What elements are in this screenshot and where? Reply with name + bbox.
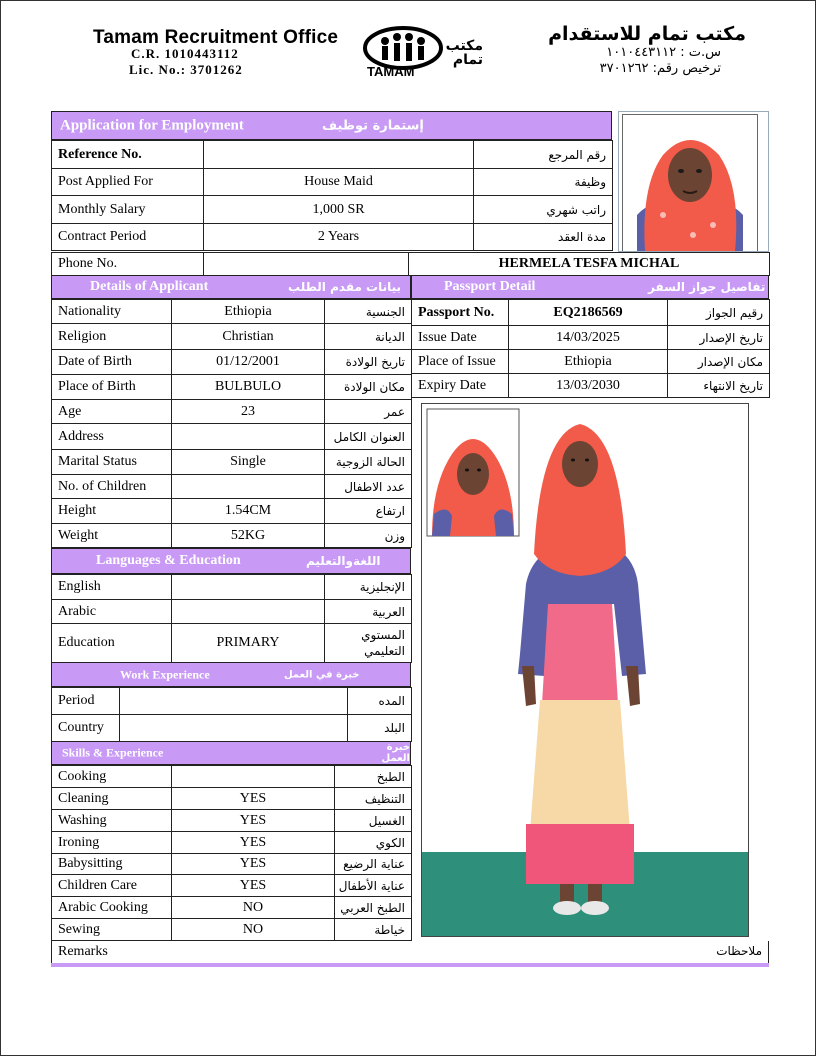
passport-title-ar: تفاصيل جواز السفر — [648, 280, 766, 294]
babysitting-label-ar: عناية الرضيع — [335, 854, 412, 875]
table-row — [52, 715, 412, 742]
table-row — [412, 300, 770, 326]
languages-title-bar — [51, 548, 411, 574]
english-label: English — [52, 575, 172, 600]
pob-value: BULBULO — [172, 375, 325, 400]
nationality-value: Ethiopia — [172, 300, 325, 324]
table-row — [52, 196, 613, 224]
skills-title-en: Skills & Experience — [62, 745, 164, 760]
table-row — [52, 169, 613, 196]
table-row — [52, 875, 412, 897]
reference-label: Reference No. — [52, 141, 204, 169]
license-number-en: Lic. No.: 3701262 — [129, 62, 243, 77]
cooking-label: Cooking — [52, 766, 172, 788]
passport-no-value: EQ2186569 — [509, 300, 668, 326]
table-row — [52, 224, 613, 251]
table-row — [52, 300, 412, 324]
pob-label: Place of Birth — [52, 375, 172, 400]
washing-label-ar: الغسيل — [335, 810, 412, 832]
children-label: No. of Children — [52, 475, 172, 499]
languages-title-en: Languages & Education — [96, 553, 241, 568]
period-value — [120, 688, 348, 715]
dob-label-ar: تاريخ الولادة — [325, 350, 412, 375]
table-row — [52, 324, 412, 350]
nationality-label: Nationality — [52, 300, 172, 324]
contract-value: 2 Years — [204, 224, 474, 251]
cr-number-ar: س.ت : ١٠١٠٤٤٣١١٢ — [606, 45, 721, 60]
religion-label: Religion — [52, 324, 172, 350]
religion-label-ar: الديانة — [325, 324, 412, 350]
applicant-full-photo — [421, 403, 749, 937]
marital-label: Marital Status — [52, 450, 172, 475]
marital-label-ar: الحالة الزوجية — [325, 450, 412, 475]
skills-title-ar: خبرة العمل — [381, 742, 410, 764]
table-row — [52, 832, 412, 854]
height-label: Height — [52, 499, 172, 524]
dob-label: Date of Birth — [52, 350, 172, 375]
table-row — [412, 374, 770, 398]
work-table — [51, 687, 412, 742]
place-issue-label: Place of Issue — [412, 350, 509, 374]
babysitting-label: Babysitting — [52, 854, 172, 875]
table-row — [412, 326, 770, 350]
children-care-label-ar: عناية الأطفال — [335, 875, 412, 897]
arabic-value — [172, 600, 325, 624]
applicant-title-en: Details of Applicant — [90, 279, 209, 294]
applicant-table — [51, 299, 412, 548]
weight-label-ar: وزن — [325, 524, 412, 548]
arabic-cooking-label-ar: الطبخ العربي — [335, 897, 412, 919]
work-title-en: Work Experience — [120, 667, 210, 681]
phone-name-row — [51, 252, 770, 276]
address-label: Address — [52, 424, 172, 450]
children-care-value: YES — [172, 875, 335, 897]
passport-table — [411, 299, 770, 398]
applicant-title-ar: بيانات مقدم الطلب — [288, 280, 402, 294]
passport-title-bar — [411, 275, 769, 299]
expiry-date-label: Expiry Date — [412, 374, 509, 398]
table-row — [52, 766, 412, 788]
washing-value: YES — [172, 810, 335, 832]
phone-value — [204, 253, 409, 276]
education-value: PRIMARY — [172, 624, 325, 663]
logo-text-en: TAMAM — [367, 64, 415, 79]
table-row — [52, 141, 613, 169]
issue-date-value: 14/03/2025 — [509, 326, 668, 350]
age-value: 23 — [172, 400, 325, 424]
table-row — [52, 624, 412, 663]
arabic-cooking-value: NO — [172, 897, 335, 919]
english-label-ar: الإنجليزية — [325, 575, 412, 600]
table-row — [52, 350, 412, 375]
english-value — [172, 575, 325, 600]
expiry-date-label-ar: تاريخ الانتهاء — [668, 374, 770, 398]
skills-title-bar — [51, 741, 411, 765]
sewing-value: NO — [172, 919, 335, 941]
table-row — [52, 400, 412, 424]
table-row — [52, 688, 412, 715]
expiry-date-value: 13/03/2030 — [509, 374, 668, 398]
passport-no-label-ar: رقيم الجواز — [668, 300, 770, 326]
application-title-en: Application for Employment — [60, 117, 244, 133]
salary-value: 1,000 SR — [204, 196, 474, 224]
languages-table — [51, 574, 412, 663]
table-row — [52, 575, 412, 600]
cr-number-en: C.R. 1010443112 — [131, 46, 239, 61]
age-label-ar: عمر — [325, 400, 412, 424]
table-row — [412, 350, 770, 374]
table-row — [52, 854, 412, 875]
remarks-row — [51, 941, 769, 963]
table-row — [52, 475, 412, 499]
period-label-ar: المده — [348, 688, 412, 715]
work-title-ar: خبرة في العمل — [284, 669, 360, 680]
ironing-label: Ironing — [52, 832, 172, 854]
table-row — [52, 788, 412, 810]
education-label-ar: المستوي التعليمي — [325, 624, 412, 663]
cleaning-label: Cleaning — [52, 788, 172, 810]
table-row — [52, 897, 412, 919]
passport-no-label: Passport No. — [412, 300, 509, 326]
cleaning-value: YES — [172, 788, 335, 810]
address-value — [172, 424, 325, 450]
contract-label: Contract Period — [52, 224, 204, 251]
phone-label: Phone No. — [52, 253, 204, 276]
work-title-bar — [51, 662, 411, 687]
reference-value — [204, 141, 474, 169]
reference-label-ar: رقم المرجع — [474, 141, 613, 169]
salary-label-ar: راتب شهري — [474, 196, 613, 224]
babysitting-value: YES — [172, 854, 335, 875]
country-label: Country — [52, 715, 120, 742]
sewing-label-ar: خياطة — [335, 919, 412, 941]
period-label: Period — [52, 688, 120, 715]
post-value: House Maid — [204, 169, 474, 196]
application-table — [51, 140, 613, 251]
country-label-ar: البلد — [348, 715, 412, 742]
issue-date-label-ar: تاريخ الإصدار — [668, 326, 770, 350]
cooking-value — [172, 766, 335, 788]
children-value — [172, 475, 325, 499]
office-name-en: Tamam Recruitment Office — [93, 27, 339, 48]
applicant-title-bar — [51, 275, 411, 299]
cleaning-label-ar: التنظيف — [335, 788, 412, 810]
table-row — [52, 450, 412, 475]
remarks-label: Remarks — [58, 944, 108, 959]
pob-label-ar: مكان الولادة — [325, 375, 412, 400]
table-row — [52, 499, 412, 524]
marital-value: Single — [172, 450, 325, 475]
children-care-label: Children Care — [52, 875, 172, 897]
tamam-logo — [363, 23, 483, 79]
weight-value: 52KG — [172, 524, 325, 548]
application-title-bar — [51, 111, 612, 140]
applicant-headshot-frame — [618, 111, 769, 252]
ironing-label-ar: الكوي — [335, 832, 412, 854]
age-label: Age — [52, 400, 172, 424]
remarks-label-ar: ملاحظات — [716, 944, 762, 958]
weight-label: Weight — [52, 524, 172, 548]
place-issue-value: Ethiopia — [509, 350, 668, 374]
table-row — [52, 253, 770, 276]
cooking-label-ar: الطبخ — [335, 766, 412, 788]
applicant-headshot-photo — [622, 114, 758, 252]
height-label-ar: ارتفاع — [325, 499, 412, 524]
washing-label: Washing — [52, 810, 172, 832]
application-title-ar: إستمارة توظيف — [322, 118, 424, 133]
skills-table — [51, 765, 412, 941]
children-label-ar: عدد الاطفال — [325, 475, 412, 499]
height-value: 1.54CM — [172, 499, 325, 524]
remarks-underline — [51, 963, 769, 967]
ironing-value: YES — [172, 832, 335, 854]
post-label: Post Applied For — [52, 169, 204, 196]
contract-label-ar: مدة العقد — [474, 224, 613, 251]
table-row — [52, 524, 412, 548]
table-row — [52, 810, 412, 832]
dob-value: 01/12/2001 — [172, 350, 325, 375]
arabic-label: Arabic — [52, 600, 172, 624]
logo-text-ar: مكتب تمام — [445, 38, 483, 68]
table-row — [52, 919, 412, 941]
table-row — [52, 600, 412, 624]
languages-title-ar: اللغةوالتعليم — [306, 554, 381, 568]
table-row — [52, 424, 412, 450]
license-number-ar: ترخيص رقم: ٣٧٠١٢٦٢ — [599, 61, 721, 76]
country-value — [120, 715, 348, 742]
office-name-ar: مكتب تمام للاستقدام — [548, 23, 746, 45]
place-issue-label-ar: مكان الإصدار — [668, 350, 770, 374]
religion-value: Christian — [172, 324, 325, 350]
table-row — [52, 375, 412, 400]
sewing-label: Sewing — [52, 919, 172, 941]
nationality-label-ar: الجنسية — [325, 300, 412, 324]
issue-date-label: Issue Date — [412, 326, 509, 350]
post-label-ar: وظيفة — [474, 169, 613, 196]
salary-label: Monthly Salary — [52, 196, 204, 224]
applicant-name: HERMELA TESFA MICHAL — [409, 253, 770, 276]
address-label-ar: العنوان الكامل — [325, 424, 412, 450]
passport-title-en: Passport Detail — [444, 279, 536, 294]
arabic-label-ar: العربية — [325, 600, 412, 624]
arabic-cooking-label: Arabic Cooking — [52, 897, 172, 919]
education-label: Education — [52, 624, 172, 663]
